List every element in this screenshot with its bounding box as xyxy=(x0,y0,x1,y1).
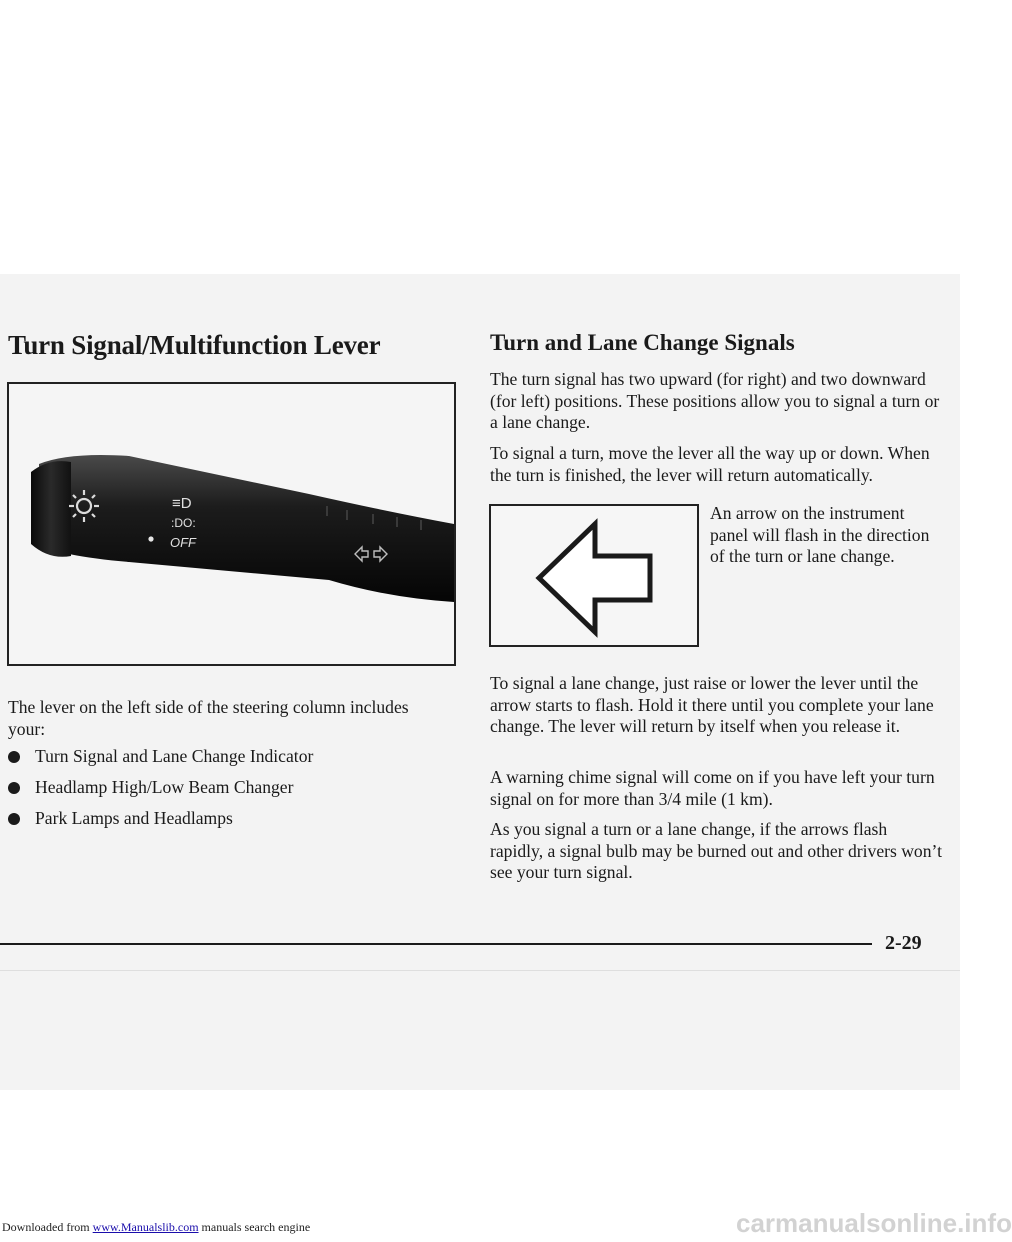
paragraph-bulb-burned-out: As you signal a turn or a lane change, if the arrows flash rapidly, a signal bulb may be burned out and other drivers won’t see your turn signal. xyxy=(490,819,942,882)
list-item xyxy=(8,808,448,830)
paragraph-lane-change: To signal a lane change, just raise or lower the lever until the arrow starts to flash. Hold it there until you complete your lane change. The lever will return by itself when you release it. xyxy=(490,673,934,736)
list-item-text: Turn Signal and Lane Change Indicator xyxy=(35,746,314,766)
section-title-multifunction-lever: Turn Signal/Multifunction Lever xyxy=(8,330,381,360)
lever-intro-text: The lever on the left side of the steering column includes your: xyxy=(8,697,409,739)
watermark: carmanualsonline.info xyxy=(736,1208,1012,1238)
list-item xyxy=(8,777,448,799)
section-title-turn-signals: Turn and Lane Change Signals xyxy=(490,330,795,355)
high-beam-symbol: ≡D xyxy=(172,495,192,512)
download-suffix: manuals search engine xyxy=(198,1220,311,1234)
paragraph-turn-signal-positions: The turn signal has two upward (for right) and two downward (for left) positions. These positions allow you to signal a turn or a lane change. xyxy=(490,369,940,432)
manualslib-link[interactable]: www.Manualslib.com xyxy=(92,1220,199,1234)
paragraph-warning-chime: A warning chime signal will come on if you have left your turn signal on for more than 3/4 mile (1 km). xyxy=(490,767,935,809)
list-item-text: Headlamp High/Low Beam Changer xyxy=(35,777,294,797)
bullet-icon xyxy=(8,751,20,763)
footer-divider xyxy=(0,943,872,945)
list-item xyxy=(8,746,448,768)
paragraph-instrument-arrow: An arrow on the instrument panel will flash in the direction of the turn or lane change. xyxy=(710,503,930,566)
page-number: 2-29 xyxy=(885,932,922,954)
download-prefix: Downloaded from xyxy=(2,1220,93,1234)
lever-body xyxy=(39,455,454,602)
left-arrow-icon xyxy=(491,506,697,645)
bullet-icon xyxy=(8,782,20,794)
selector-dot xyxy=(148,536,153,541)
arrow-figure xyxy=(489,504,699,647)
lever-figure xyxy=(7,382,456,666)
multifunction-lever-illustration xyxy=(9,384,454,664)
download-note xyxy=(2,1220,310,1235)
headlamp-symbol: :DO: xyxy=(171,516,196,530)
paragraph-signal-turn: To signal a turn, move the lever all the way up or down. When the turn is finished, the lever will return automatically. xyxy=(490,443,930,485)
footer-faint-divider xyxy=(0,970,960,971)
lever-functions-list xyxy=(8,746,448,839)
bullet-icon xyxy=(8,813,20,825)
lever-cap xyxy=(31,461,71,557)
off-label: OFF xyxy=(170,535,196,550)
list-item-text: Park Lamps and Headlamps xyxy=(35,808,233,828)
